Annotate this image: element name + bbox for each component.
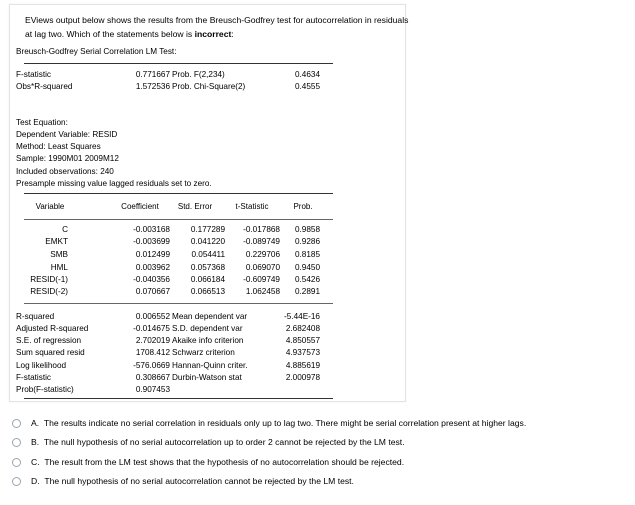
coef-t-stat: 1.062458 bbox=[245, 287, 280, 296]
radio-icon[interactable] bbox=[12, 438, 21, 447]
question-end: : bbox=[231, 29, 234, 39]
coef-variable: SMB bbox=[50, 250, 68, 259]
lm-value: 0.771667 bbox=[135, 70, 170, 79]
radio-icon[interactable] bbox=[12, 419, 21, 428]
option-d[interactable] bbox=[12, 472, 354, 490]
coef-std-error: 0.066513 bbox=[190, 287, 225, 296]
summary-value-2: 4.937573 bbox=[285, 348, 320, 357]
option-b[interactable] bbox=[12, 433, 405, 451]
coef-std-error: 0.054411 bbox=[191, 250, 225, 259]
coef-std-error: 0.057368 bbox=[190, 263, 225, 272]
equation-info-line: Test Equation: bbox=[16, 118, 68, 127]
coef-variable: RESID(-1) bbox=[30, 275, 68, 284]
summary-value: 2.702019 bbox=[135, 336, 170, 345]
summary-label-2: Akaike info criterion bbox=[172, 336, 244, 345]
summary-label-2: Schwarz criterion bbox=[172, 348, 235, 357]
coef-std-error: 0.066184 bbox=[190, 275, 225, 284]
equation-info-line: Dependent Variable: RESID bbox=[16, 130, 118, 139]
option-text: The null hypothesis of no serial autocorrelation up to order 2 cannot be rejected by the LM test. bbox=[43, 437, 405, 447]
equation-info-line: Presample missing value lagged residuals set to zero. bbox=[16, 179, 212, 188]
summary-value: 0.907453 bbox=[135, 385, 170, 394]
coef-prob: 0.9858 bbox=[294, 225, 320, 234]
question-text bbox=[25, 13, 410, 41]
output-title: Breusch-Godfrey Serial Correlation LM Test: bbox=[16, 47, 177, 56]
lm-value: 1.572536 bbox=[135, 82, 170, 91]
summary-label: Adjusted R-squared bbox=[16, 324, 89, 333]
lm-label: F-statistic bbox=[16, 70, 52, 79]
summary-label: Log likelihood bbox=[16, 361, 67, 370]
summary-value-2: -5.44E-16 bbox=[284, 312, 320, 321]
equation-info-line: Sample: 1990M01 2009M12 bbox=[16, 154, 119, 163]
coef-t-stat: -0.089749 bbox=[243, 237, 280, 246]
coef-value: -0.040356 bbox=[133, 275, 170, 284]
summary-label-2: Durbin-Watson stat bbox=[172, 373, 242, 382]
option-c[interactable] bbox=[12, 453, 404, 471]
option-label bbox=[31, 476, 354, 486]
coef-variable: C bbox=[62, 225, 68, 234]
divider-bottom bbox=[24, 398, 333, 399]
coef-variable: EMKT bbox=[45, 237, 68, 246]
coef-prob: 0.9450 bbox=[294, 263, 320, 272]
header-variable: Variable bbox=[35, 202, 65, 211]
divider-header bbox=[24, 219, 333, 220]
lm-test: Prob. F(2,234) bbox=[172, 70, 225, 79]
option-a[interactable] bbox=[12, 414, 526, 432]
summary-value: -0.014675 bbox=[133, 324, 170, 333]
option-text: The result from the LM test shows that the hypothesis of no autocorrelation should be rejected. bbox=[44, 457, 405, 467]
summary-value: -576.0669 bbox=[133, 361, 170, 370]
summary-label-2: Mean dependent var bbox=[172, 312, 248, 321]
summary-value-2: 4.850557 bbox=[285, 336, 320, 345]
coef-variable: RESID(-2) bbox=[30, 287, 68, 296]
summary-value-2: 2.000978 bbox=[285, 373, 320, 382]
coef-prob: 0.5426 bbox=[294, 275, 320, 284]
coef-std-error: 0.041220 bbox=[190, 237, 225, 246]
divider-table-top bbox=[24, 193, 333, 194]
option-letter: D. bbox=[31, 476, 40, 486]
summary-label: Prob(F-statistic) bbox=[16, 385, 74, 394]
option-label bbox=[31, 457, 404, 467]
summary-label: R-squared bbox=[16, 312, 55, 321]
option-letter: C. bbox=[31, 457, 40, 467]
option-letter: B. bbox=[31, 437, 40, 447]
summary-value: 1708.412 bbox=[135, 348, 170, 357]
coef-value: 0.070667 bbox=[135, 287, 170, 296]
coef-value: -0.003168 bbox=[133, 225, 170, 234]
coef-value: 0.012499 bbox=[135, 250, 170, 259]
option-label bbox=[31, 437, 405, 447]
coef-t-stat: 0.069070 bbox=[245, 263, 280, 272]
header-t-statistic: t-Statistic bbox=[235, 202, 269, 211]
lm-label: Obs*R-squared bbox=[16, 82, 73, 91]
question-card bbox=[9, 4, 409, 402]
option-text: The results indicate no serial correlation in residuals only up to lag two. There might be serial correlation present at higher lags. bbox=[43, 418, 527, 428]
summary-value: 0.006552 bbox=[135, 312, 170, 321]
equation-info-line: Included observations: 240 bbox=[16, 167, 114, 176]
option-label bbox=[31, 418, 526, 428]
option-text: The null hypothesis of no serial autocorrelation cannot be rejected by the LM test. bbox=[44, 476, 354, 486]
lm-test: Prob. Chi-Square(2) bbox=[172, 82, 246, 91]
question-emphasis: incorrect bbox=[194, 29, 232, 39]
divider-top bbox=[24, 63, 333, 64]
coef-std-error: 0.177289 bbox=[190, 225, 225, 234]
summary-label: Sum squared resid bbox=[16, 348, 85, 357]
coef-t-stat: -0.017868 bbox=[243, 225, 280, 234]
summary-label-2: S.D. dependent var bbox=[172, 324, 243, 333]
divider-summary bbox=[24, 303, 333, 304]
lm-prob: 0.4634 bbox=[294, 70, 320, 79]
header-std-error: Std. Error bbox=[177, 202, 213, 211]
summary-value: 0.308667 bbox=[135, 373, 170, 382]
lm-prob: 0.4555 bbox=[294, 82, 320, 91]
summary-label: F-statistic bbox=[16, 373, 52, 382]
radio-icon[interactable] bbox=[12, 477, 21, 486]
summary-value-2: 4.885619 bbox=[285, 361, 320, 370]
coef-prob: 0.8185 bbox=[294, 250, 320, 259]
coef-prob: 0.2891 bbox=[294, 287, 320, 296]
coef-prob: 0.9286 bbox=[294, 237, 320, 246]
summary-label-2: Hannan-Quinn criter. bbox=[172, 361, 248, 370]
radio-icon[interactable] bbox=[12, 458, 21, 467]
coef-t-stat: 0.229706 bbox=[245, 250, 280, 259]
coef-variable: HML bbox=[50, 263, 68, 272]
question-body: EViews output below shows the results from the Breusch-Godfrey test for autocorrelation in residuals at lag two. Which of the statements below is bbox=[25, 15, 409, 39]
equation-info-line: Method: Least Squares bbox=[16, 142, 101, 151]
option-letter: A. bbox=[31, 418, 40, 428]
header-coefficient: Coefficient bbox=[121, 202, 159, 211]
coef-value: 0.003962 bbox=[135, 263, 170, 272]
summary-value-2: 2.682408 bbox=[285, 324, 320, 333]
summary-label: S.E. of regression bbox=[16, 336, 82, 345]
coef-value: -0.003699 bbox=[133, 237, 170, 246]
header-prob: Prob. bbox=[293, 202, 313, 211]
coef-t-stat: -0.609749 bbox=[243, 275, 280, 284]
